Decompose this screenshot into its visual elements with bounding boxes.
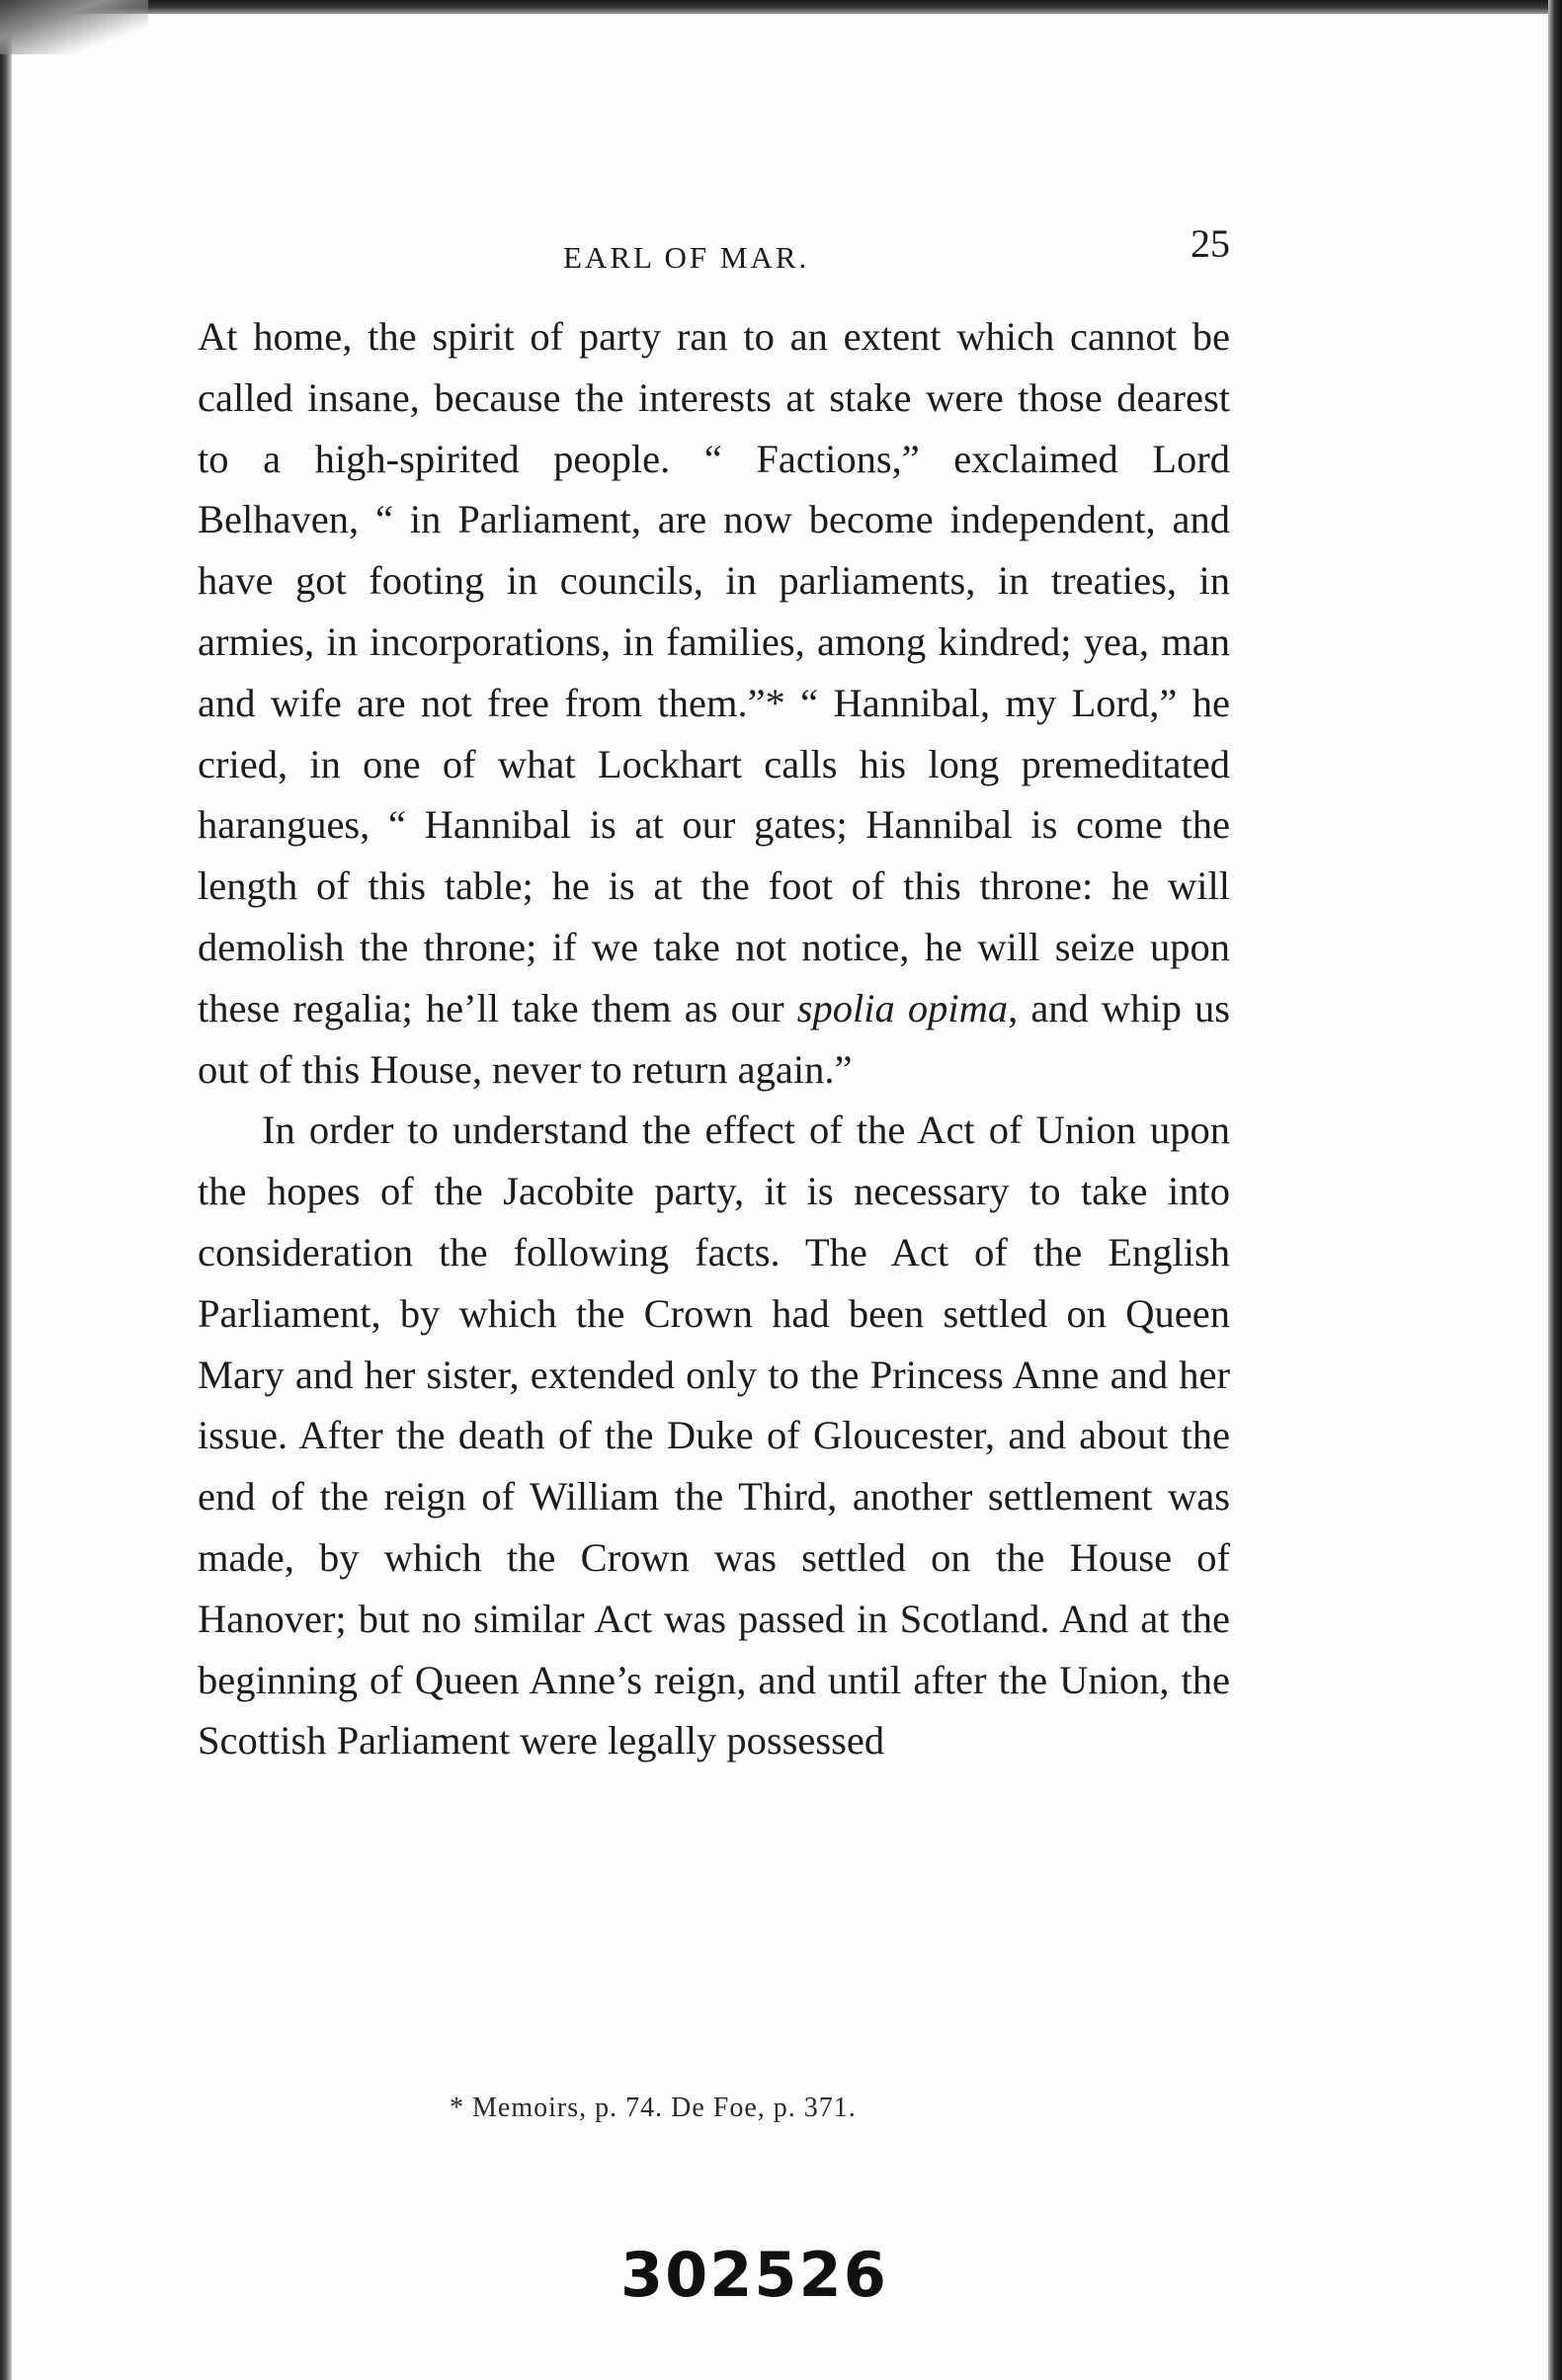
paragraph-1-text-end: , and whip us out of this House, never to return again.” [198, 985, 1231, 1092]
scan-edge-left [0, 0, 12, 2380]
scan-corner-shadow [0, 0, 148, 54]
library-stamp-number: 302526 [620, 2239, 888, 2311]
scan-edge-top [0, 0, 1562, 14]
paragraph-1-text: At home, the spirit of party ran to an extent which cannot be called insane, because the interests at stake were those dearest to a high-spirited people. “ Factions,” exclaimed Lord Belhaven, “ in Parliament, are now become independent, and have got footing in councils, in parliaments, in treaties, in armies, in incorporations, in families, among kindred; yea, man and wife are not free from them.”* “ Hannibal, my Lord,” he cried, in one of what Lockhart calls his long premeditated harangues, “ Hannibal is at our gates; Hannibal is come the length of this table; he is at the foot of this throne: he will demolish the throne; if we take not notice, he will seize upon these regalia; he’ll take them as our [198, 314, 1230, 1030]
footnote: * Memoirs, p. 74. De Foe, p. 371. [450, 2093, 857, 2123]
running-head: EARL OF MAR. [563, 240, 810, 275]
page-header [198, 212, 1230, 282]
paragraph-1 [198, 306, 1230, 1100]
body-text [198, 306, 1230, 1771]
page-number: 25 [1191, 221, 1230, 266]
paragraph-2: In order to understand the effect of the Act of Union upon the hopes of the Jacobite party, it is necessary to take into consideration the following facts. The Act of the English Parliament, by which the Crown had been settled on Queen Mary and her sister, extended only to the Princess Anne and her issue. After the death of the Duke of Gloucester, and about the end of the reign of William the Third, another settlement was made, by which the Crown was settled on the House of Hanover; but no similar Act was passed in Scotland. And at the beginning of Queen Anne’s reign, and until after the Union, the Scottish Parliament were legally possessed [198, 1108, 1230, 1764]
scan-edge-right [1548, 0, 1562, 2380]
paragraph-1-italic: spolia opima [796, 985, 1009, 1030]
